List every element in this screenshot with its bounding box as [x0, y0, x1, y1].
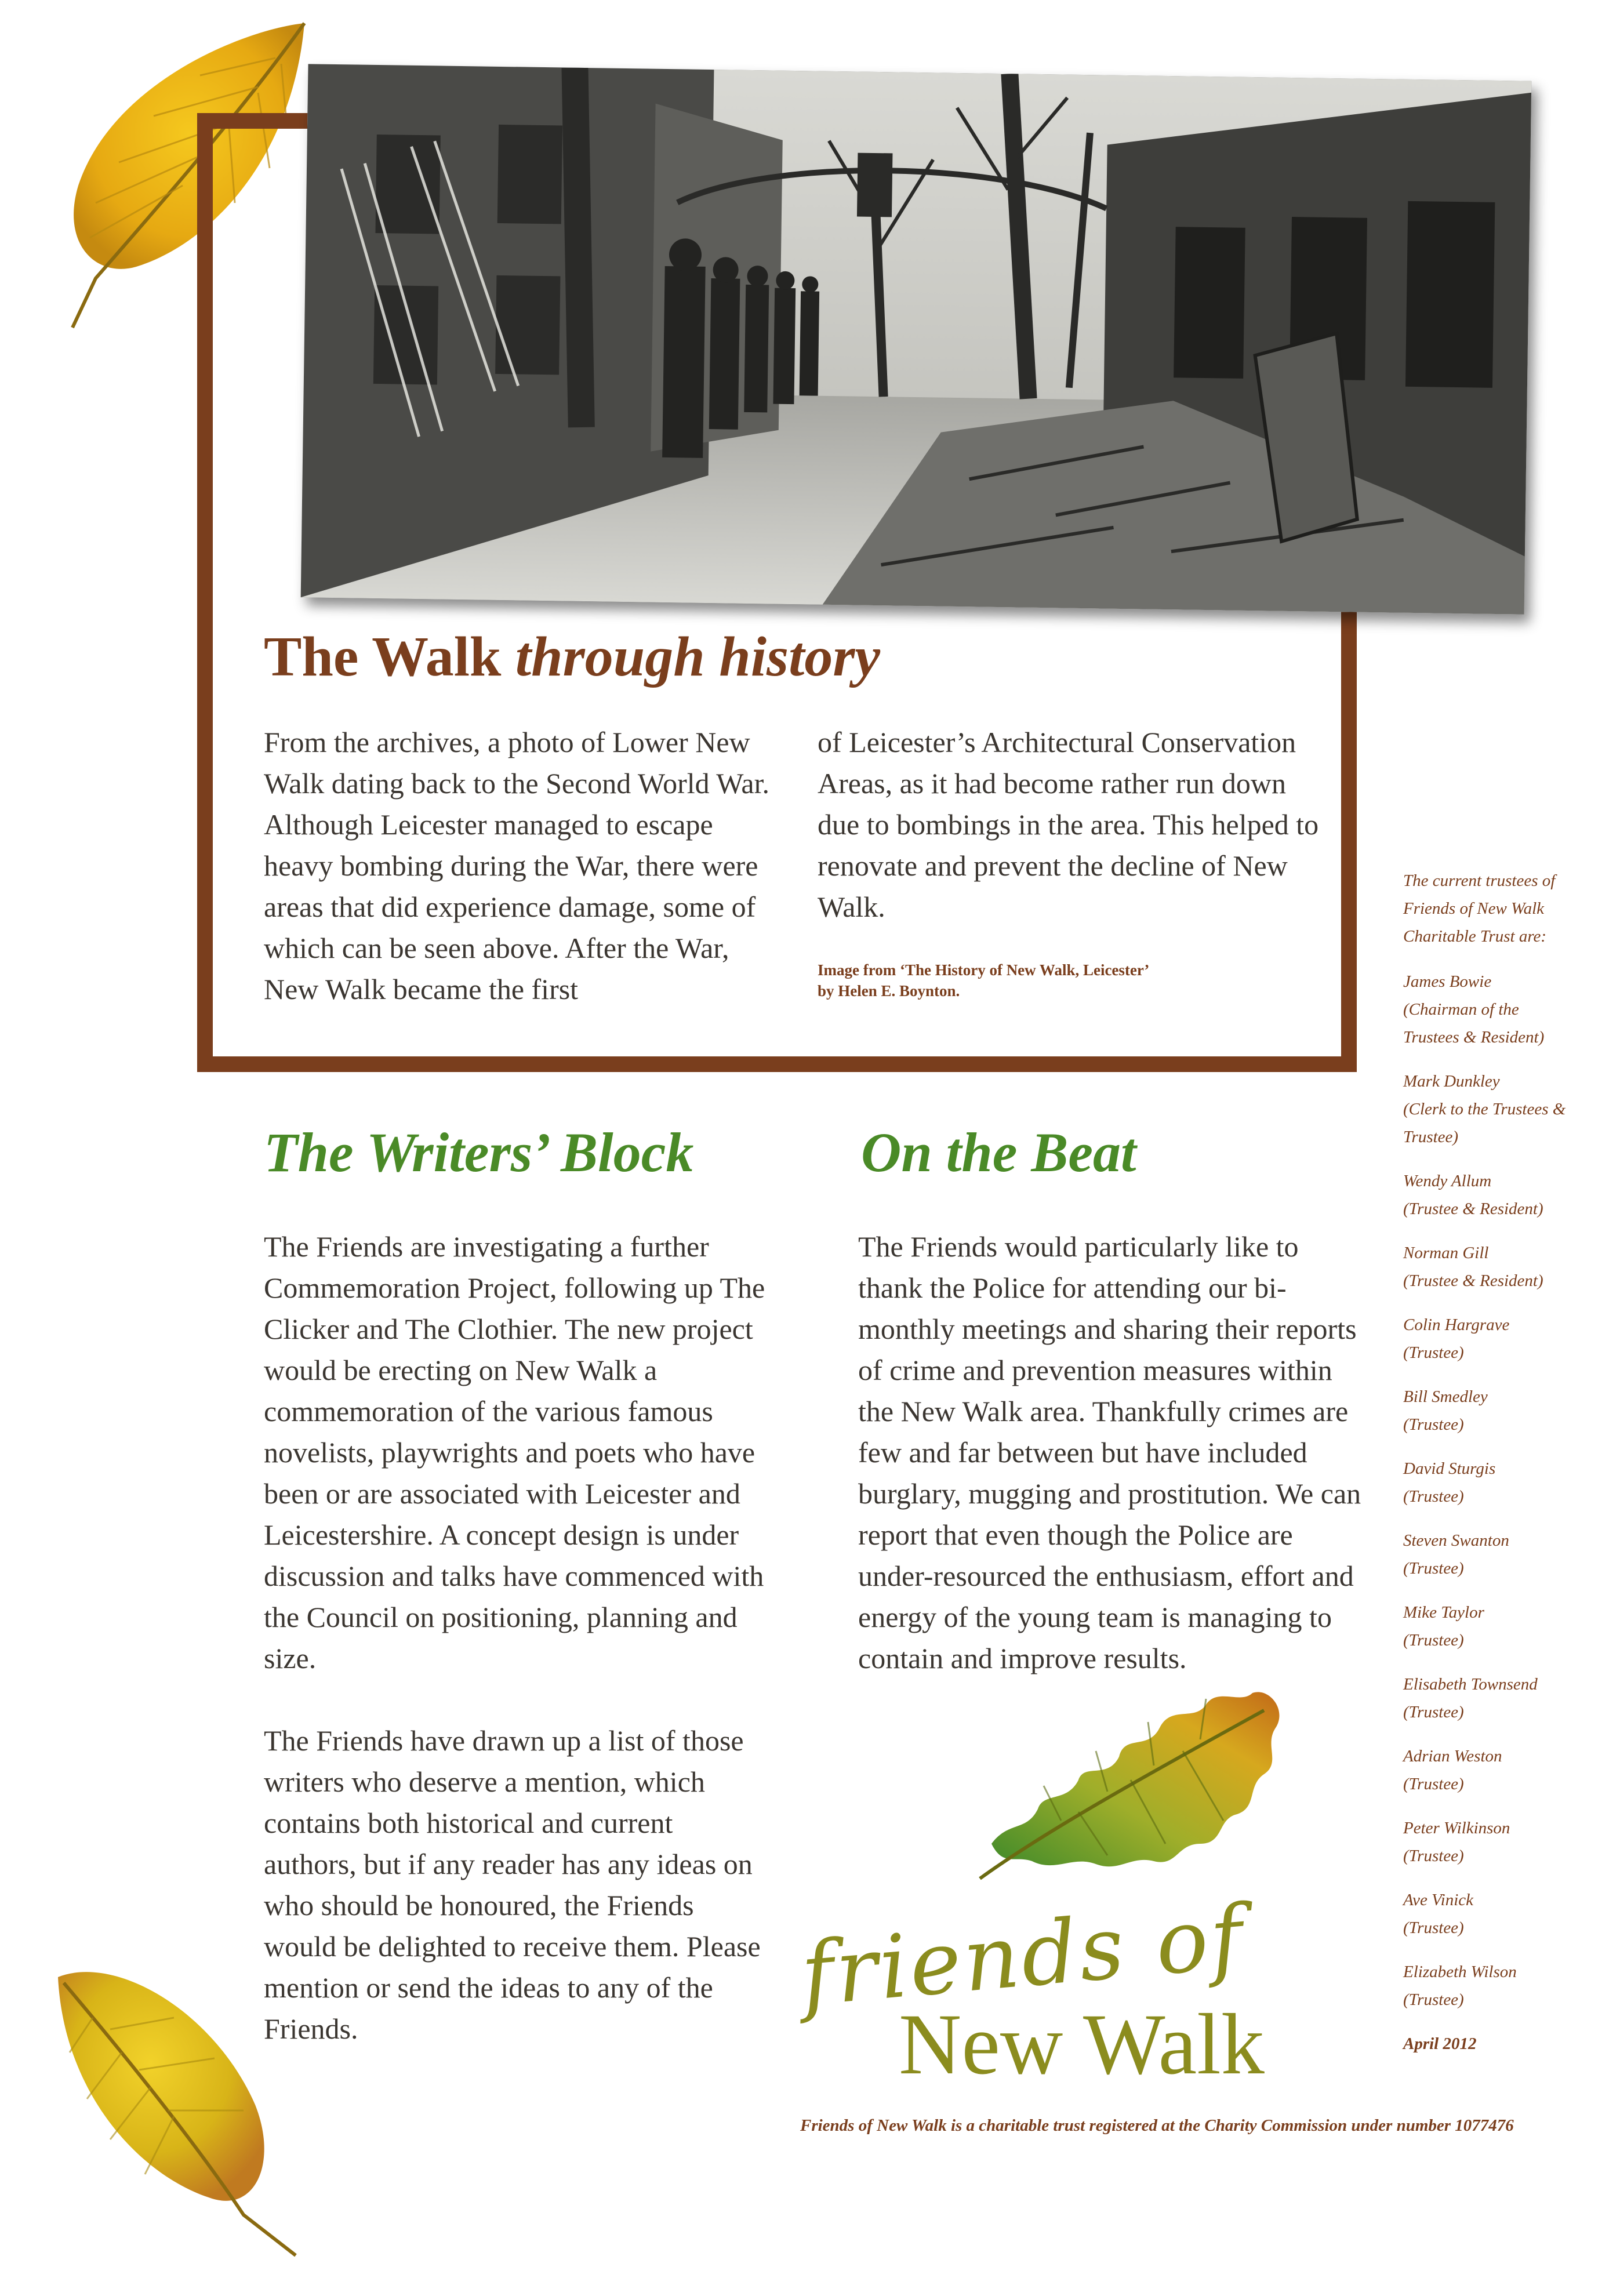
writers-paragraph-2: The Friends have drawn up a list of those writers who deserve a mention, which contains both historical and current authors, but if any reader has any ideas on who should be honoured, the Friends would be delighted to receive them. Please mention or send the ideas to any of the Friends.: [264, 1724, 761, 2045]
trustee-entry: James Bowie (Chairman of the Trustees & Resident): [1403, 972, 1545, 1047]
trustees-list: [1403, 867, 1577, 2074]
frame-border-top: [197, 113, 319, 129]
on-the-beat-title: On the Beat: [861, 1121, 1136, 1183]
archive-photo-lower-new-walk: [301, 64, 1532, 614]
yellow-leaf-top-left: [26, 12, 328, 336]
trustee-entry: Mark Dunkley (Clerk to the Trustees & Trustee): [1403, 1072, 1566, 1146]
publication-date: April 2012: [1403, 2035, 1477, 2053]
image-credit: Image from ‘The History of New Walk, Leicester’ by Helen E. Boynton.: [818, 961, 1150, 1000]
friends-of-new-walk-logo: [797, 1886, 1305, 2116]
trustee-entry: David Sturgis (Trustee): [1403, 1459, 1496, 1506]
writers-paragraph-1: The Friends are investigating a further Commemoration Project, following up The Clicker and The Clothier. The new project would be erecting on New Walk a commemoration of the various famous novelists, playwrights and poets who have been or are associated with Leicester and Leicestershire. A concept design is under discussion and talks have commenced with the Council on positioning, planning and size.: [264, 1230, 765, 1674]
trustee-entry: Steven Swanton (Trustee): [1403, 1531, 1509, 1578]
trustee-entry: Bill Smedley (Trustee): [1403, 1387, 1488, 1434]
trustee-entry: Wendy Allum (Trustee & Resident): [1403, 1172, 1543, 1218]
history-text-column-1: From the archives, a photo of Lower New Walk dating back to the Second World War. Although Leicester managed to escape heavy bombing during the War, there were areas that did experience damage, some of which can be seen above. After the War, New Walk became the first: [264, 726, 769, 1005]
trustee-entry: Norman Gill (Trustee & Resident): [1403, 1244, 1543, 1290]
history-title: The Walk through history: [264, 626, 881, 688]
trustees-intro: The current trustees of Friends of New Walk Charitable Trust are:: [1403, 871, 1556, 946]
frame-border-bottom: [197, 1056, 1357, 1072]
writers-block-text: [264, 1226, 768, 2050]
trustee-entry: Ave Vinick (Trustee): [1403, 1891, 1474, 1937]
trustee-entry: Colin Hargrave (Trustee): [1403, 1316, 1510, 1362]
charity-registration-note: Friends of New Walk is a charitable trust registered at the Charity Commission under number 1077476: [800, 2116, 1514, 2135]
frame-border-left: [197, 113, 213, 1071]
oak-leaf: [974, 1670, 1299, 1890]
trustee-entry: Mike Taylor (Trustee): [1403, 1603, 1484, 1650]
writers-block-title: The Writers’ Block: [264, 1121, 694, 1183]
logo-script-text: friends of: [797, 1886, 1249, 2026]
trustee-entry: Peter Wilkinson (Trustee): [1403, 1819, 1510, 1865]
trustee-entry: Elisabeth Townsend (Trustee): [1403, 1675, 1538, 1721]
history-text-column-2: of Leicester’s Architectural Conservation Areas, as it had become rather run down due to bombings in the area. This helped to renovate and prevent the decline of New Walk.: [818, 726, 1319, 923]
trustee-entry: Elizabeth Wilson (Trustee): [1403, 1963, 1517, 2009]
logo-main-text: New Walk: [899, 1996, 1265, 2092]
on-the-beat-text: The Friends would particularly like to thank the Police for attending our bi-monthly meetings and sharing their reports of crime and prevention measures within the New Walk area. Thankfully crimes are few and far between but have included burglary, mugging and prostitution. We can report that even though the Police are under-resourced the enthusiasm, effort and energy of the young team is managing to contain and improve results.: [858, 1230, 1361, 1674]
trustee-entry: Adrian Weston (Trustee): [1403, 1747, 1502, 1793]
frame-border-right: [1341, 603, 1357, 1072]
